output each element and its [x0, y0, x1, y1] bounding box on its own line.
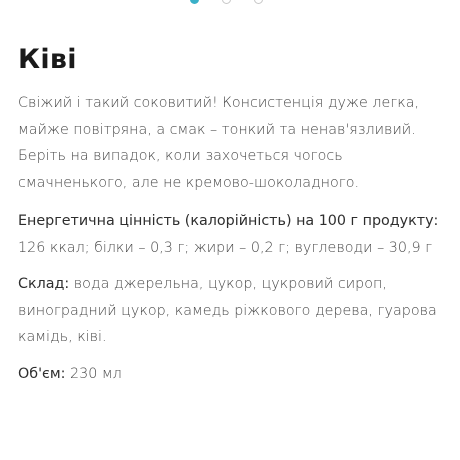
energy-values: 126 ккал; білки – 0,3 г; жири – 0,2 г; вуглеводи – 30,9 г [18, 239, 433, 256]
carousel-pagination [190, 0, 263, 4]
carousel-dot-3[interactable] [254, 0, 263, 4]
carousel-dot-2[interactable] [222, 0, 231, 4]
volume-text: 230 мл [65, 365, 122, 382]
product-composition [18, 271, 446, 351]
volume-label: Об'єм: [18, 365, 66, 382]
composition-text: вода джерельна, цукор, цукровий сироп, виноградний цукор, камедь ріжкового дерева, гуарова камідь, ківі. [18, 276, 437, 345]
energy-label: Енергетична цінність (калорійність) на 100 г продукту: [18, 213, 439, 229]
composition-label: Склад: [18, 276, 70, 292]
product-details [18, 40, 446, 387]
carousel-dot-1[interactable] [190, 0, 199, 4]
product-description: Свіжий і такий соковитий! Консистенція дуже легка, майже повітряна, а смак – тонкий та ненав'язливий. Беріть на випадок, коли захочеться чогось смачненького, але не кремово-шоколадного. [18, 95, 420, 191]
product-volume [18, 361, 446, 388]
product-title: Ківі [18, 44, 77, 75]
